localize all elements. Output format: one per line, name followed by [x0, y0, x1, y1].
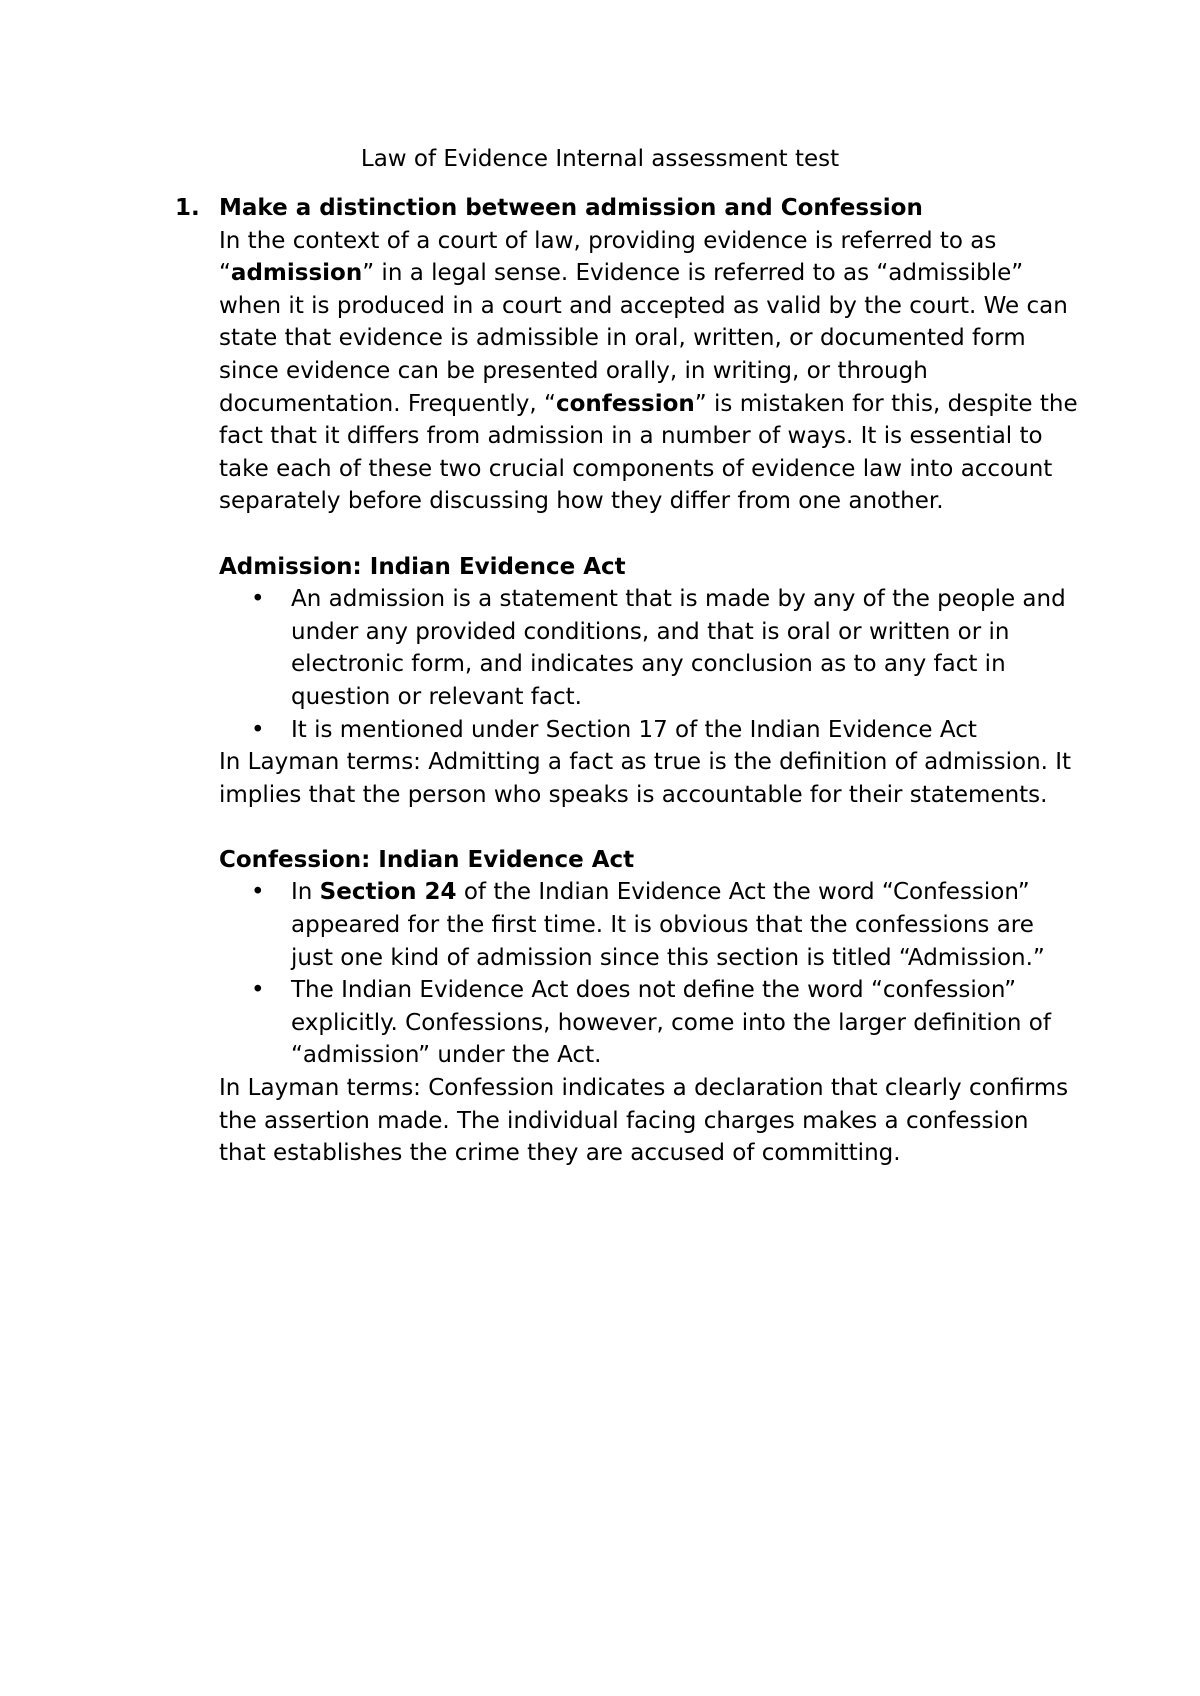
confession-bullet-1-post: of the Indian Evidence Act the word “Confession” appeared for the first time. It is obvious that the confessions are just one kind of admission since this section is titled “Admission.”	[291, 879, 1045, 971]
admission-bullet-2: It is mentioned under Section 17 of the Indian Evidence Act	[291, 716, 977, 743]
spacer	[219, 811, 1079, 844]
question-heading	[175, 192, 1079, 225]
list-item	[251, 583, 1079, 713]
intro-paragraph	[219, 225, 1079, 518]
spacer	[219, 518, 1079, 551]
confession-heading: Confession: Indian Evidence Act	[219, 846, 635, 873]
admission-bullet-1: An admission is a statement that is made by any of the people and under any provided conditions, and that is oral or written or in electronic form, and indicates any conclusion as to any fact in question or relevant fact.	[291, 586, 1066, 710]
admission-heading: Admission: Indian Evidence Act	[219, 553, 626, 580]
intro-text-2: ” in a legal sense. Evidence is referred to as “admissible” when it is produced in a court and accepted as valid by the court. We can state that evidence is admissible in oral, written, or documented form since evidence can be presented orally, in writing, or through documentation. Frequently, “	[219, 260, 1068, 417]
intro-bold-admission: admission	[230, 260, 363, 287]
confession-bullet-1	[291, 879, 1045, 970]
intro-text-1: In the context of a court of law, providing evidence is referred to as “	[219, 227, 997, 287]
document-title: Law of Evidence Internal assessment test	[360, 146, 840, 172]
question-number: 1.	[175, 195, 200, 221]
confession-bullet-2: The Indian Evidence Act does not define the word “confession” explicitly. Confessions, however, come into the larger definition of “admission” under the Act.	[291, 977, 1051, 1069]
bullet-icon: •	[251, 716, 265, 743]
confession-bullet-1-pre: In	[291, 879, 320, 906]
bullet-icon: •	[251, 977, 265, 1004]
confession-layman: In Layman terms: Confession indicates a declaration that clearly confirms the assertion made. The individual facing charges makes a confession that establishes the crime they are accused of committing.	[219, 1075, 1069, 1167]
list-item	[251, 876, 1079, 974]
admission-layman: In Layman terms: Admitting a fact as true is the definition of admission. It implies that the person who speaks is accountable for their statements.	[219, 749, 1072, 808]
section-24-bold: Section 24	[319, 879, 457, 906]
bullet-icon: •	[251, 879, 265, 906]
question-heading-text: Make a distinction between admission and Confession	[219, 195, 923, 221]
intro-bold-confession: confession	[555, 390, 695, 417]
list-item	[251, 974, 1079, 1072]
question-body	[175, 192, 1079, 1170]
confession-bullet-list	[219, 876, 1079, 1072]
list-item	[251, 714, 1079, 747]
bullet-icon: •	[251, 586, 265, 613]
admission-bullet-list	[219, 583, 1079, 746]
intro-text-3: ” is mistaken for this, despite the fact that it differs from admission in a number of ways. It is essential to take each of these two crucial components of evidence law into account separately before discussing how they differ from one another.	[219, 390, 1078, 515]
